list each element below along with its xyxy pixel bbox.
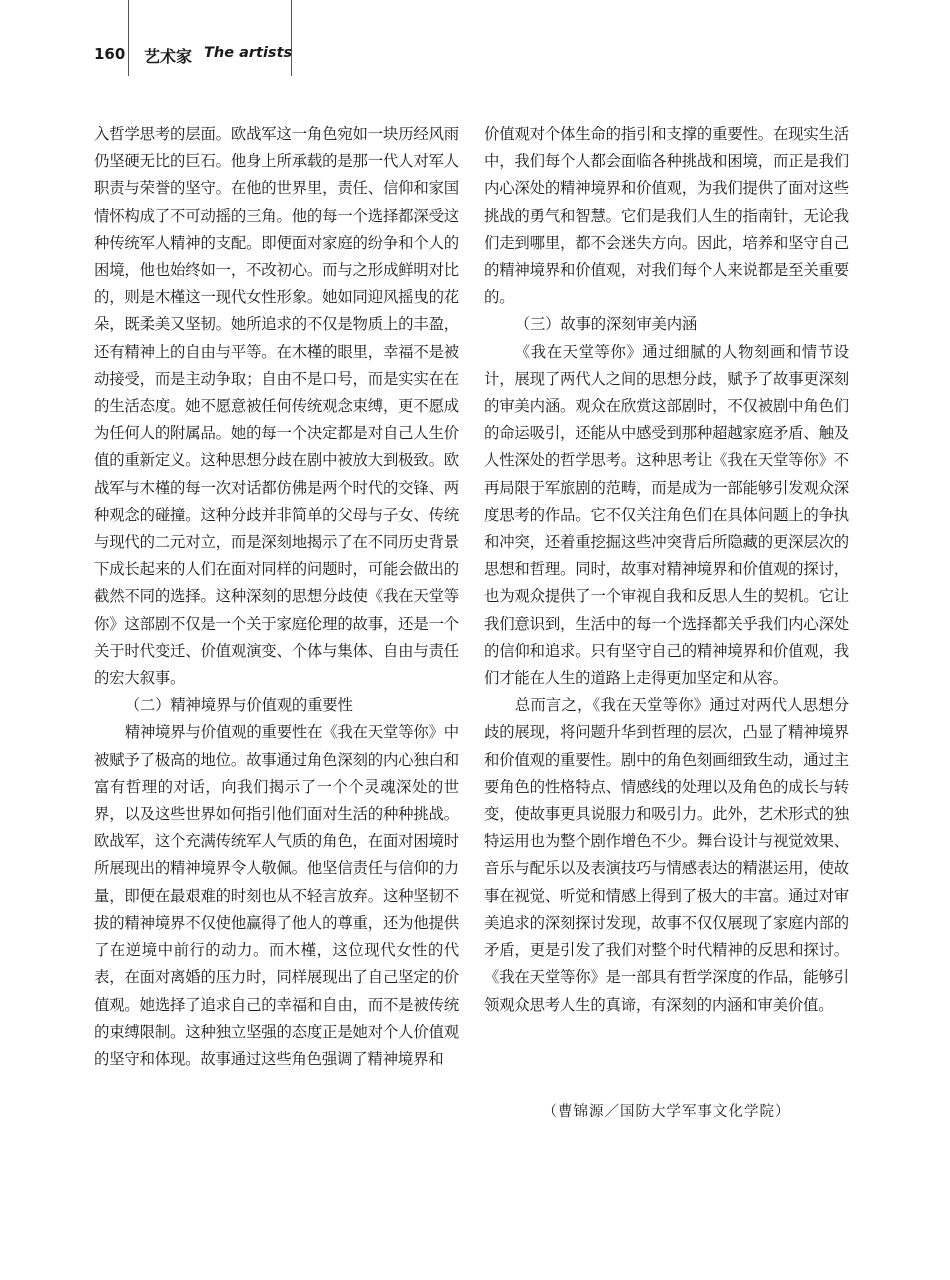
journal-title-en: The artists [204, 45, 293, 61]
paragraph: 入哲学思考的层面。欧战军这一角色宛如一块历经风雨仍坚硬无比的巨石。他身上所承载的是那一代人对军人职责与荣誉的坚守。在他的世界里，责任、信仰和家国情怀构成了不可动摇的三角。他的每一个选择都深受这种传统军人精神的支配。即便面对家庭的纷争和个人的困境，他也始终如一，不改初心。而与之形成鲜明对比的，则是木槿这一现代女性形象。她如同迎风摇曳的花朵，既柔美又坚韧。她所追求的不仅是物质上的丰盈，还有精神上的自由与平等。在木槿的眼里，幸福不是被动接受，而是主动争取；自由不是口号，而是实实在在的生活态度。她不愿意被任何传统观念束缚，更不愿成为任何人的附属品。她的每一个决定都是对自己人生价值的重新定义。这种思想分歧在剧中被放大到极致。欧战军与木槿的每一次对话都仿佛是两个时代的交锋、两种观念的碰撞。这种分歧并非简单的父母与子女、传统与现代的二元对立，而是深刻地揭示了在不同历史背景下成长起来的人们在面对同样的问题时，可能会做出的截然不同的选择。这种深刻的思想分歧使《我在天堂等你》这部剧不仅是一个关于家庭伦理的故事，还是一个关于时代变迁、价值观演变、个体与集体、自由与责任的宏大叙事。 [94, 125, 459, 688]
section-heading: （三）故事的深刻审美内涵 [514, 315, 698, 334]
left-column [94, 121, 459, 1073]
section-heading: （二）精神境界与价值观的重要性 [124, 696, 353, 715]
right-column [484, 121, 849, 1019]
header-divider-left [128, 0, 129, 76]
page-number: 160 [94, 45, 126, 63]
author-affiliation: （曹锦源／国防大学军事文化学院） [542, 1104, 791, 1120]
paragraph: 价值观对个体生命的指引和支撑的重要性。在现实生活中，我们每个人都会面临各种挑战和困境，而正是我们内心深处的精神境界和价值观，为我们提供了面对这些挑战的勇气和智慧。它们是我们人生的指南针，无论我们走到哪里，都不会迷失方向。因此，培养和坚守自己的精神境界和价值观，对我们每个人来说都是至关重要的。 [484, 125, 849, 307]
header-divider-right [291, 0, 292, 76]
journal-title: 艺术家 [144, 47, 193, 66]
paragraph: 《我在天堂等你》通过细腻的人物刻画和情节设计，展现了两代人之间的思想分歧，赋予了故事更深刻的审美内涵。观众在欣赏这部剧时，不仅被剧中角色们的命运吸引，还能从中感受到那种超越家庭矛盾、触及人性深处的哲学思考。这种思考让《我在天堂等你》不再局限于军旅剧的范畴，而是成为一部能够引发观众深度思考的作品。它不仅关注角色们在具体问题上的争执和冲突，还着重挖掘这些冲突背后所隐藏的更深层次的思想和哲理。同时，故事对精神境界和价值观的探讨，也为观众提供了一个审视自我和反思人生的契机。它让我们意识到，生活中的每一个选择都关乎我们内心深处的信仰和追求。只有坚守自己的精神境界和价值观，我们才能在人生的道路上走得更加坚定和从容。 [484, 342, 849, 688]
paragraph: 精神境界与价值观的重要性在《我在天堂等你》中被赋予了极高的地位。故事通过角色深刻的内心独白和富有哲理的对话，向我们揭示了一个个灵魂深处的世界，以及这些世界如何指引他们面对生活的种种挑战。欧战军，这个充满传统军人气质的角色，在面对困境时所展现出的精神境界令人敬佩。他坚信责任与信仰的力量，即便在最艰难的时刻也从不轻言放弃。这种坚韧不拔的精神境界不仅使他赢得了他人的尊重，还为他提供了在逆境中前行的动力。而木槿，这位现代女性的代表，在面对离婚的压力时，同样展现出了自己坚定的价值观。她选择了追求自己的幸福和自由，而不是被传统的束缚限制。这种独立坚强的态度正是她对个人价值观的坚守和体现。故事通过这些角色强调了精神境界和 [94, 723, 459, 1068]
paragraph: 总而言之，《我在天堂等你》通过对两代人思想分歧的展现，将问题升华到哲理的层次，凸显了精神境界和价值观的重要性。剧中的角色刻画细致生动，通过主要角色的性格特点、情感线的处理以及角色的成长与转变，使故事更具说服力和吸引力。此外，艺术形式的独特运用也为整个剧作增色不少。舞台设计与视觉效果、音乐与配乐以及表演技巧与情感表达的精湛运用，使故事在视觉、听觉和情感上得到了极大的丰富。通过对审美追求的深刻探讨发现，故事不仅仅展现了家庭内部的矛盾，更是引发了我们对整个时代精神的反思和探讨。《我在天堂等你》是一部具有哲学深度的作品，能够引领观众思考人生的真谛，有深刻的内涵和审美价值。 [484, 696, 849, 1014]
